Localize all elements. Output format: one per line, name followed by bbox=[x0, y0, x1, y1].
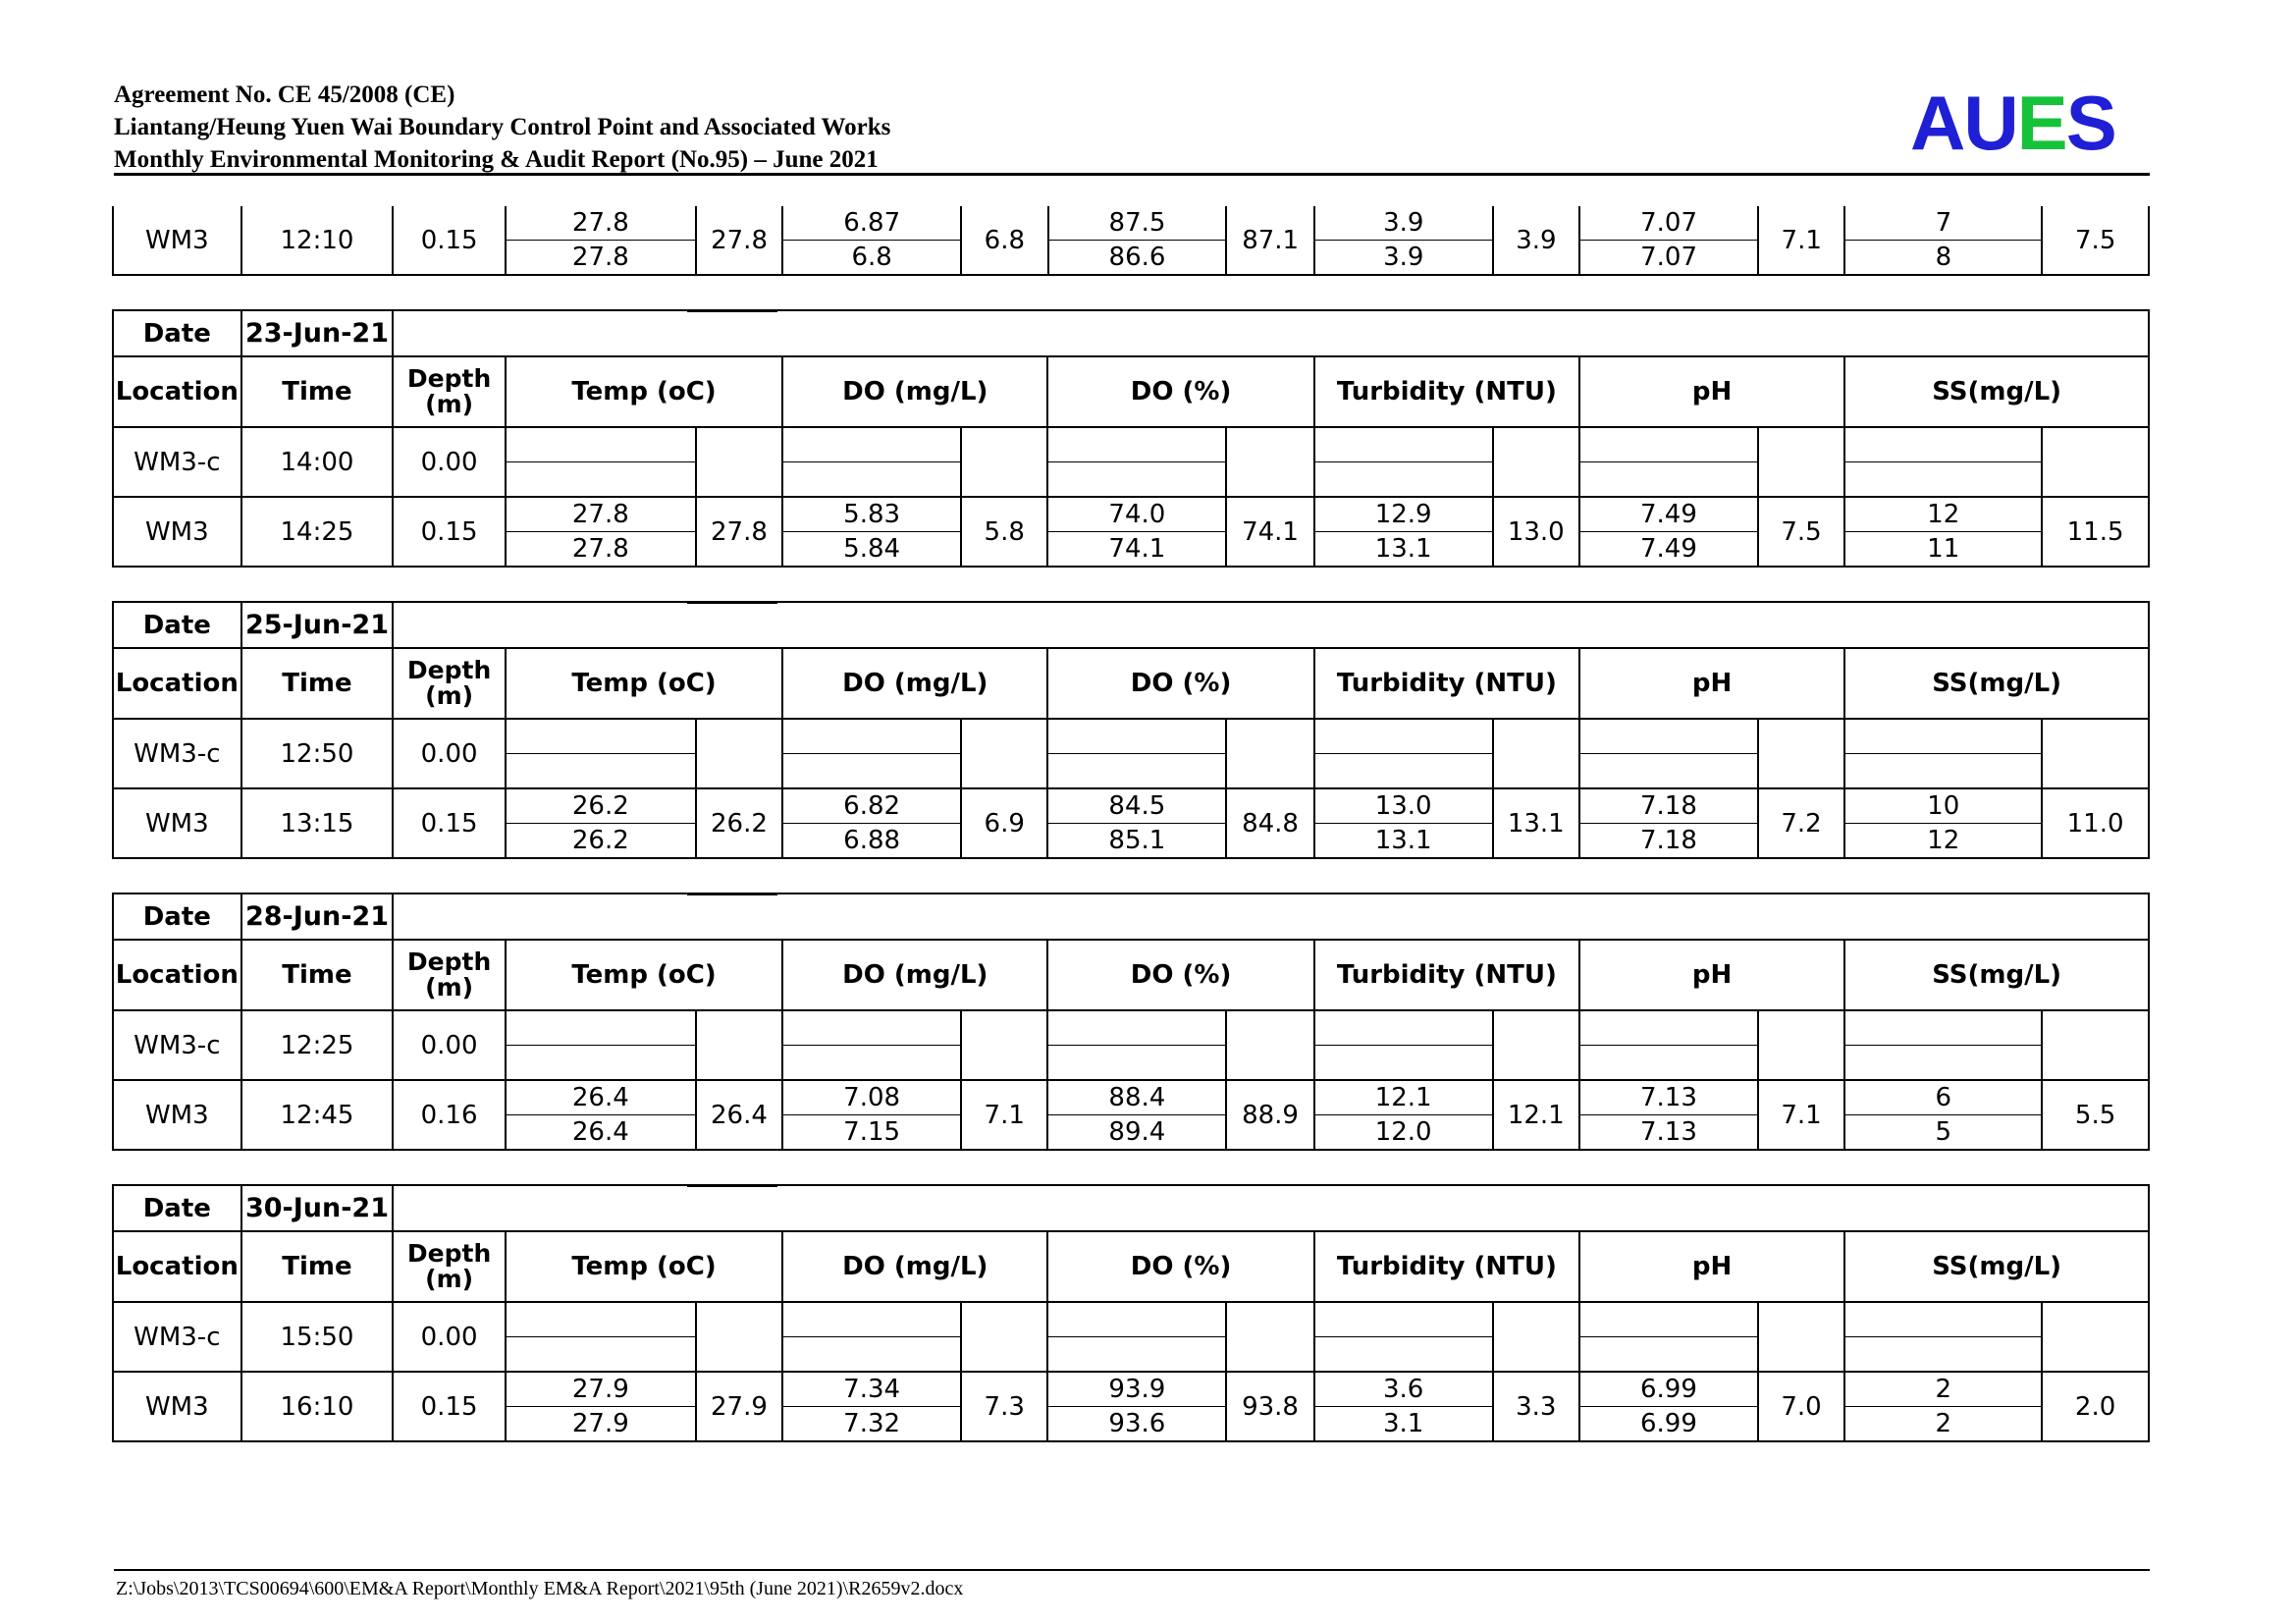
ph-reading-2: 7.49 bbox=[1579, 532, 1758, 568]
depth-header: Depth (m) bbox=[393, 648, 506, 719]
control-turbidity-reading-1 bbox=[1314, 1010, 1493, 1046]
dop-reading-1: 84.5 bbox=[1047, 788, 1226, 824]
control-location: WM3-c bbox=[113, 1010, 241, 1080]
control-ph-reading-1 bbox=[1579, 719, 1758, 754]
temp-average: 27.8 bbox=[696, 206, 782, 275]
depth-header: Depth (m) bbox=[393, 356, 506, 427]
temp-average: 27.8 bbox=[696, 497, 782, 567]
control-ss-reading-1 bbox=[1844, 1302, 2042, 1337]
control-depth: 0.00 bbox=[393, 427, 506, 497]
ph-reading-1: 7.49 bbox=[1579, 497, 1758, 532]
control-ph-average bbox=[1758, 1010, 1844, 1080]
control-location: WM3-c bbox=[113, 719, 241, 788]
do-reading-2: 7.15 bbox=[782, 1115, 961, 1151]
control-time: 12:25 bbox=[241, 1010, 394, 1080]
control-dop-average bbox=[1226, 1010, 1313, 1080]
location-cell: WM3 bbox=[113, 206, 241, 275]
control-time: 15:50 bbox=[241, 1302, 394, 1372]
turbidity-header: Turbidity (NTU) bbox=[1314, 940, 1579, 1010]
temp-reading-1: 27.8 bbox=[506, 206, 696, 241]
control-turbidity-reading-2 bbox=[1314, 462, 1493, 498]
depth-header: Depth (m) bbox=[393, 1231, 506, 1302]
do-mgl-header: DO (mg/L) bbox=[782, 940, 1047, 1010]
ss-reading-1: 6 bbox=[1844, 1080, 2042, 1115]
control-temp-reading-1 bbox=[506, 1010, 696, 1046]
ph-reading-1: 7.18 bbox=[1579, 788, 1758, 824]
temp-reading-2: 26.2 bbox=[506, 824, 696, 859]
temp-header: Temp (oC) bbox=[506, 356, 782, 427]
turbidity-average: 3.9 bbox=[1493, 206, 1579, 275]
location-header: Location bbox=[113, 648, 241, 719]
temp-reading-2: 27.8 bbox=[506, 532, 696, 568]
control-do-reading-1 bbox=[782, 427, 961, 462]
ph-header: pH bbox=[1579, 1231, 1844, 1302]
control-turbidity-reading-1 bbox=[1314, 719, 1493, 754]
ss-average: 11.0 bbox=[2042, 788, 2149, 858]
temp-reading-1: 26.4 bbox=[506, 1080, 696, 1115]
file-path-footer: Z:\Jobs\2013\TCS00694\600\EM&A Report\Monthly EM&A Report\2021\95th (June 2021)\R2659v2.docx bbox=[116, 1578, 964, 1599]
depth-cell: 0.15 bbox=[393, 206, 506, 275]
turbidity-average: 12.1 bbox=[1493, 1080, 1579, 1150]
do-reading-1: 5.83 bbox=[782, 497, 961, 532]
project-line: Liantang/Heung Yuen Wai Boundary Control Point and Associated Works bbox=[114, 114, 891, 140]
ss-average: 2.0 bbox=[2042, 1372, 2149, 1441]
turbidity-reading-1: 3.9 bbox=[1314, 206, 1493, 241]
report-line: Monthly Environmental Monitoring & Audit Report (No.95) – June 2021 bbox=[114, 146, 879, 173]
date-value: 30-Jun-21 bbox=[241, 1185, 394, 1231]
turbidity-reading-2: 12.0 bbox=[1314, 1115, 1493, 1151]
control-dop-average bbox=[1226, 1302, 1313, 1372]
control-do-average bbox=[961, 1302, 1047, 1372]
control-dop-average bbox=[1226, 719, 1313, 788]
station-depth: 0.16 bbox=[393, 1080, 506, 1150]
temp-reading-2: 27.9 bbox=[506, 1407, 696, 1442]
do-average: 7.3 bbox=[961, 1372, 1047, 1441]
do-reading-1: 6.82 bbox=[782, 788, 961, 824]
ss-reading-1: 10 bbox=[1844, 788, 2042, 824]
temp-reading-2: 26.4 bbox=[506, 1115, 696, 1151]
monitoring-table bbox=[112, 601, 2150, 859]
control-temp-reading-2 bbox=[506, 462, 696, 498]
station-depth: 0.15 bbox=[393, 497, 506, 567]
time-header: Time bbox=[241, 1231, 394, 1302]
control-depth: 0.00 bbox=[393, 1010, 506, 1080]
control-do-average bbox=[961, 1010, 1047, 1080]
agreement-line: Agreement No. CE 45/2008 (CE) bbox=[114, 81, 455, 108]
control-location: WM3-c bbox=[113, 1302, 241, 1372]
control-ss-average bbox=[2042, 1302, 2149, 1372]
control-ss-reading-2 bbox=[1844, 462, 2042, 498]
turbidity-reading-2: 13.1 bbox=[1314, 824, 1493, 859]
date-row-blank bbox=[393, 1185, 2149, 1231]
ss-reading-1: 2 bbox=[1844, 1372, 2042, 1407]
time-header: Time bbox=[241, 648, 394, 719]
ph-header: pH bbox=[1579, 648, 1844, 719]
do-average: 6.8 bbox=[961, 206, 1047, 275]
temp-average: 26.2 bbox=[696, 788, 782, 858]
do-pct-header: DO (%) bbox=[1047, 1231, 1313, 1302]
ph-reading-2: 7.13 bbox=[1579, 1115, 1758, 1151]
control-dop-reading-1 bbox=[1047, 1010, 1226, 1046]
station-time: 13:15 bbox=[241, 788, 394, 858]
ph-header: pH bbox=[1579, 356, 1844, 427]
control-turbidity-reading-1 bbox=[1314, 1302, 1493, 1337]
control-turbidity-average bbox=[1493, 1010, 1579, 1080]
ph-average: 7.5 bbox=[1758, 497, 1844, 567]
control-temp-average bbox=[696, 719, 782, 788]
location-header: Location bbox=[113, 940, 241, 1010]
dop-reading-1: 87.5 bbox=[1048, 206, 1227, 241]
do-reading-1: 7.34 bbox=[782, 1372, 961, 1407]
ss-reading-2: 8 bbox=[1844, 241, 2042, 276]
ss-average: 7.5 bbox=[2042, 206, 2149, 275]
control-ph-reading-2 bbox=[1579, 1046, 1758, 1081]
control-ph-reading-1 bbox=[1579, 1302, 1758, 1337]
dop-reading-1: 93.9 bbox=[1047, 1372, 1226, 1407]
control-temp-reading-2 bbox=[506, 1046, 696, 1081]
temp-reading-1: 27.9 bbox=[506, 1372, 696, 1407]
ph-reading-1: 7.13 bbox=[1579, 1080, 1758, 1115]
control-ss-reading-1 bbox=[1844, 1010, 2042, 1046]
dop-average: 87.1 bbox=[1226, 206, 1313, 275]
turbidity-reading-2: 13.1 bbox=[1314, 532, 1493, 568]
turbidity-reading-2: 3.1 bbox=[1314, 1407, 1493, 1442]
ss-reading-2: 11 bbox=[1844, 532, 2042, 568]
control-ph-reading-2 bbox=[1579, 1337, 1758, 1373]
control-temp-reading-1 bbox=[506, 719, 696, 754]
do-reading-2: 5.84 bbox=[782, 532, 961, 568]
do-reading-2: 7.32 bbox=[782, 1407, 961, 1442]
station-time: 12:45 bbox=[241, 1080, 394, 1150]
ss-average: 11.5 bbox=[2042, 497, 2149, 567]
control-temp-reading-1 bbox=[506, 427, 696, 462]
control-temp-reading-1 bbox=[506, 1302, 696, 1337]
do-average: 6.9 bbox=[961, 788, 1047, 858]
ss-reading-1: 12 bbox=[1844, 497, 2042, 532]
station-depth: 0.15 bbox=[393, 1372, 506, 1441]
date-row-mark bbox=[687, 309, 777, 312]
control-ss-average bbox=[2042, 1010, 2149, 1080]
control-ph-average bbox=[1758, 1302, 1844, 1372]
control-do-reading-1 bbox=[782, 719, 961, 754]
do-mgl-header: DO (mg/L) bbox=[782, 1231, 1047, 1302]
dop-average: 84.8 bbox=[1226, 788, 1313, 858]
do-reading-2: 6.88 bbox=[782, 824, 961, 859]
temp-reading-2: 27.8 bbox=[506, 241, 696, 276]
monitoring-table bbox=[112, 1184, 2150, 1442]
temp-reading-1: 27.8 bbox=[506, 497, 696, 532]
ss-reading-2: 2 bbox=[1844, 1407, 2042, 1442]
control-temp-average bbox=[696, 427, 782, 497]
ph-header: pH bbox=[1579, 940, 1844, 1010]
turbidity-reading-2: 3.9 bbox=[1314, 241, 1493, 276]
time-header: Time bbox=[241, 940, 394, 1010]
control-ph-reading-1 bbox=[1579, 427, 1758, 462]
depth-header: Depth (m) bbox=[393, 940, 506, 1010]
footer-rule bbox=[114, 1569, 2150, 1571]
aues-logo: AUES bbox=[1910, 80, 2115, 166]
control-dop-reading-1 bbox=[1047, 719, 1226, 754]
control-location: WM3-c bbox=[113, 427, 241, 497]
control-turbidity-reading-2 bbox=[1314, 754, 1493, 789]
ph-reading-2: 7.18 bbox=[1579, 824, 1758, 859]
date-row-blank bbox=[393, 602, 2149, 648]
dop-average: 93.8 bbox=[1226, 1372, 1313, 1441]
ph-average: 7.0 bbox=[1758, 1372, 1844, 1441]
station-location: WM3 bbox=[113, 1372, 241, 1441]
date-row-mark bbox=[687, 893, 777, 895]
control-dop-average bbox=[1226, 427, 1313, 497]
control-do-reading-2 bbox=[782, 1046, 961, 1081]
control-dop-reading-1 bbox=[1047, 1302, 1226, 1337]
station-time: 14:25 bbox=[241, 497, 394, 567]
control-depth: 0.00 bbox=[393, 719, 506, 788]
date-value: 25-Jun-21 bbox=[241, 602, 394, 648]
ss-average: 5.5 bbox=[2042, 1080, 2149, 1150]
control-turbidity-reading-1 bbox=[1314, 427, 1493, 462]
control-do-average bbox=[961, 719, 1047, 788]
control-turbidity-average bbox=[1493, 719, 1579, 788]
temp-average: 26.4 bbox=[696, 1080, 782, 1150]
control-dop-reading-2 bbox=[1047, 462, 1226, 498]
dop-reading-2: 93.6 bbox=[1047, 1407, 1226, 1442]
ss-reading-1: 7 bbox=[1844, 206, 2042, 241]
station-time: 16:10 bbox=[241, 1372, 394, 1441]
dop-reading-1: 74.0 bbox=[1047, 497, 1226, 532]
header-rule bbox=[114, 173, 2150, 176]
control-ph-average bbox=[1758, 427, 1844, 497]
ph-average: 7.2 bbox=[1758, 788, 1844, 858]
control-do-average bbox=[961, 427, 1047, 497]
control-ss-reading-2 bbox=[1844, 1046, 2042, 1081]
dop-reading-2: 85.1 bbox=[1047, 824, 1226, 859]
control-ss-reading-2 bbox=[1844, 754, 2042, 789]
control-temp-reading-2 bbox=[506, 754, 696, 789]
ph-reading-2: 7.07 bbox=[1579, 241, 1758, 276]
control-do-reading-1 bbox=[782, 1010, 961, 1046]
location-header: Location bbox=[113, 1231, 241, 1302]
do-reading-1: 7.08 bbox=[782, 1080, 961, 1115]
date-label: Date bbox=[113, 602, 241, 648]
control-depth: 0.00 bbox=[393, 1302, 506, 1372]
date-row-blank bbox=[393, 893, 2149, 940]
date-row-blank bbox=[393, 310, 2149, 356]
control-turbidity-average bbox=[1493, 427, 1579, 497]
turbidity-average: 3.3 bbox=[1493, 1372, 1579, 1441]
ss-reading-2: 5 bbox=[1844, 1115, 2042, 1151]
ph-reading-1: 6.99 bbox=[1579, 1372, 1758, 1407]
turbidity-reading-1: 13.0 bbox=[1314, 788, 1493, 824]
control-temp-reading-2 bbox=[506, 1337, 696, 1373]
dop-reading-2: 86.6 bbox=[1048, 241, 1227, 276]
turbidity-average: 13.1 bbox=[1493, 788, 1579, 858]
station-depth: 0.15 bbox=[393, 788, 506, 858]
control-ss-reading-1 bbox=[1844, 719, 2042, 754]
monitoring-table bbox=[112, 893, 2150, 1151]
date-label: Date bbox=[113, 1185, 241, 1231]
ph-average: 7.1 bbox=[1758, 1080, 1844, 1150]
control-ss-average bbox=[2042, 719, 2149, 788]
ss-header: SS(mg/L) bbox=[1844, 940, 2149, 1010]
control-ph-average bbox=[1758, 719, 1844, 788]
do-mgl-header: DO (mg/L) bbox=[782, 356, 1047, 427]
turbidity-reading-1: 12.1 bbox=[1314, 1080, 1493, 1115]
turbidity-average: 13.0 bbox=[1493, 497, 1579, 567]
control-ph-reading-1 bbox=[1579, 1010, 1758, 1046]
temp-header: Temp (oC) bbox=[506, 940, 782, 1010]
ph-reading-1: 7.07 bbox=[1579, 206, 1758, 241]
monitoring-table bbox=[112, 309, 2150, 568]
control-dop-reading-2 bbox=[1047, 1046, 1226, 1081]
turbidity-header: Turbidity (NTU) bbox=[1314, 648, 1579, 719]
control-turbidity-reading-2 bbox=[1314, 1337, 1493, 1373]
dop-reading-2: 74.1 bbox=[1047, 532, 1226, 568]
control-do-reading-1 bbox=[782, 1302, 961, 1337]
dop-reading-1: 88.4 bbox=[1047, 1080, 1226, 1115]
do-average: 7.1 bbox=[961, 1080, 1047, 1150]
control-do-reading-2 bbox=[782, 462, 961, 498]
do-reading-1: 6.87 bbox=[782, 206, 961, 241]
turbidity-header: Turbidity (NTU) bbox=[1314, 356, 1579, 427]
station-location: WM3 bbox=[113, 497, 241, 567]
temp-header: Temp (oC) bbox=[506, 1231, 782, 1302]
control-dop-reading-2 bbox=[1047, 754, 1226, 789]
date-row-mark bbox=[687, 601, 777, 604]
turbidity-reading-1: 12.9 bbox=[1314, 497, 1493, 532]
temp-average: 27.9 bbox=[696, 1372, 782, 1441]
control-turbidity-average bbox=[1493, 1302, 1579, 1372]
dop-average: 74.1 bbox=[1226, 497, 1313, 567]
control-time: 14:00 bbox=[241, 427, 394, 497]
dop-reading-2: 89.4 bbox=[1047, 1115, 1226, 1151]
time-header: Time bbox=[241, 356, 394, 427]
control-turbidity-reading-2 bbox=[1314, 1046, 1493, 1081]
control-dop-reading-2 bbox=[1047, 1337, 1226, 1373]
control-temp-average bbox=[696, 1302, 782, 1372]
do-average: 5.8 bbox=[961, 497, 1047, 567]
control-ss-average bbox=[2042, 427, 2149, 497]
control-ss-reading-2 bbox=[1844, 1337, 2042, 1373]
dop-average: 88.9 bbox=[1226, 1080, 1313, 1150]
control-ph-reading-2 bbox=[1579, 462, 1758, 498]
ss-header: SS(mg/L) bbox=[1844, 1231, 2149, 1302]
temp-header: Temp (oC) bbox=[506, 648, 782, 719]
continued-table bbox=[112, 206, 2150, 276]
ph-reading-2: 6.99 bbox=[1579, 1407, 1758, 1442]
temp-reading-1: 26.2 bbox=[506, 788, 696, 824]
station-location: WM3 bbox=[113, 788, 241, 858]
control-temp-average bbox=[696, 1010, 782, 1080]
control-do-reading-2 bbox=[782, 754, 961, 789]
turbidity-reading-1: 3.6 bbox=[1314, 1372, 1493, 1407]
date-value: 28-Jun-21 bbox=[241, 893, 394, 940]
ss-reading-2: 12 bbox=[1844, 824, 2042, 859]
station-location: WM3 bbox=[113, 1080, 241, 1150]
do-reading-2: 6.8 bbox=[782, 241, 961, 276]
turbidity-header: Turbidity (NTU) bbox=[1314, 1231, 1579, 1302]
time-cell: 12:10 bbox=[241, 206, 394, 275]
location-header: Location bbox=[113, 356, 241, 427]
date-value: 23-Jun-21 bbox=[241, 310, 394, 356]
ph-average: 7.1 bbox=[1758, 206, 1844, 275]
do-pct-header: DO (%) bbox=[1047, 648, 1313, 719]
date-label: Date bbox=[113, 310, 241, 356]
do-pct-header: DO (%) bbox=[1047, 356, 1313, 427]
do-pct-header: DO (%) bbox=[1047, 940, 1313, 1010]
ss-header: SS(mg/L) bbox=[1844, 648, 2149, 719]
date-row-mark bbox=[687, 1184, 777, 1187]
ss-header: SS(mg/L) bbox=[1844, 356, 2149, 427]
control-ph-reading-2 bbox=[1579, 754, 1758, 789]
do-mgl-header: DO (mg/L) bbox=[782, 648, 1047, 719]
control-time: 12:50 bbox=[241, 719, 394, 788]
report-header bbox=[114, 79, 1783, 176]
control-do-reading-2 bbox=[782, 1337, 961, 1373]
control-ss-reading-1 bbox=[1844, 427, 2042, 462]
date-label: Date bbox=[113, 893, 241, 940]
control-dop-reading-1 bbox=[1047, 427, 1226, 462]
